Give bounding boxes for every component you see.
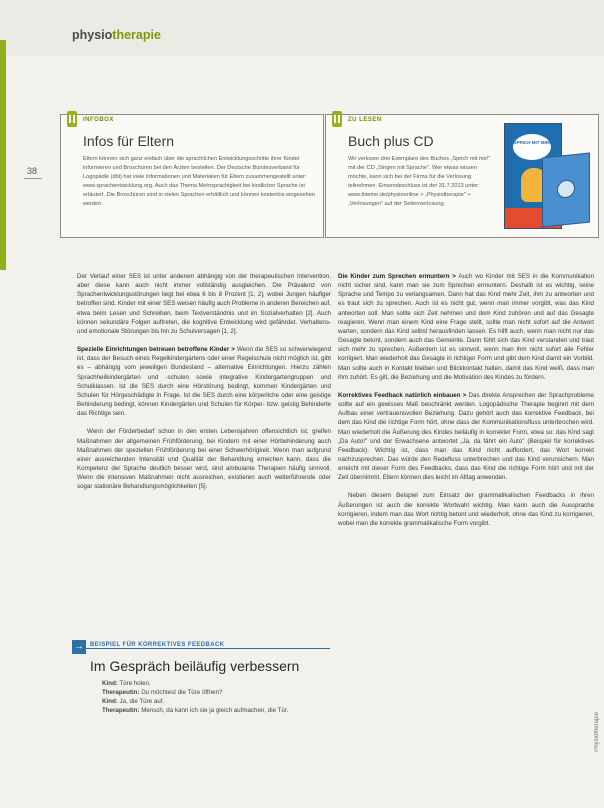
dialogue-line: Therapeutin: Mensch, da kann ich sie ja gleich aufmachen, die Tür. [102,707,289,714]
book-box-body: Wir verlosen drei Exemplare des Buches „Sprich mit mir!" mit der CD „Singen mit Sprache". Wer etwas wissen möchte, kann sich bei der Firma für die Verlosung teilnehmen. Einsendeschluss ist der 31.7.2013 unter: www.thieme.de/physioonline > „Physiotherapie" > „Verlosungen" auf der Seitenverlosung. [348,156,491,207]
info-icon [67,111,77,127]
article-paragraph: Der Verlauf einer SES ist unter anderem abhängig von der therapeutischen Intervention, aber diese kann auch nicht immer vollständig ausgleichen. Die Prävalenz von Sprachentwicklungsstörungen liegt bei etwa 6 bis 8 Prozent [1, 2], wobei Jungen häufiger betroffen sind. Kinder mit einer SES weisen häufig auch Probleme in anderen Bereichen auf, etwa beim Lesen und Schreiben, beim Textverständnis und im Sozialverhalten [2]. Auch können sekundäre Folgen auftreten, die kognitive Entwicklung wird gefährdet. Verhaltens- und emotionale Störungen bis hin zu Schulversagen [1, 2]. [77,273,331,335]
article-paragraph: Wenn der Förderbedarf schon in den ersten Lebensjahren offensichtlich ist, greifen Maßnahmen der allgemeinen Frühförderung, bei Kindern mit einer Hörbehinderung auch Maßnahmen der speziellen Frühförderung bei einer Schwerhörigkeit. Wenn man aufgrund einer ausreichenden Intensität und Qualität der Behandlung erreichen kann, dass die Kompetenz der Sprache deutlich besser wird, sind ambulante Therapien häufig sinnvoll. Wenn die intensiven Maßnahmen nicht ausreichen, existieren auch weiterführende oder sogar stationäre Behandlungsmöglichkeiten [5]. [77,428,331,491]
speaker-label: Therapeutin: [102,689,140,696]
book-icon [332,111,342,127]
paragraph-lead: Spezielle Einrichtungen betreuen betroffene Kinder > [77,346,235,354]
book-box [325,114,599,238]
article-paragraph: Die Kinder zum Sprechen ermuntern > Auch wo Kinder mit SES in die Kommunikation nicht sicher sind, kann man sie zum Sprechen ermuntern. Deshalb ist es wichtig, seine Sprache und Tempo zu verlangsamen. Dann hat das Kind mehr Zeit, ihm zu antworten und es traut sich zu sprechen. Auch ist es nicht gut, wenn man immer vorgibt, was das Kind antworten soll. Man sollte sich Zeit nehmen und dem Kind zuhören und auf das Gesagte reagieren. Wenn man einem Kind eine Frage stellt, sollte man nicht sofort auf die Antwort warten, sondern das Kind selbst herausfinden lassen. Es hilft auch, wenn man nicht nur das Gesagte betont, sondern auch das Gemeinte. Dann fühlt sich das Kind verstanden und traut sich mehr zu sprechen. Außerdem ist es sinnvoll, wenn man ihm nicht sofort alle Fehler korrigiert. Man wiederholt das Gesagte in richtiger Form und gibt dem Kind damit ein Vorbild. Man sollte auch in Kontakt bleiben und Blickkontakt halten, damit das Kind weiß, dass man ihm zuhört. Es gilt, die Beziehung und die Motivation des Kindes zu fördern. [338,273,594,381]
dialogue-lines [102,679,324,715]
speaker-label: Kind: [102,698,118,705]
paragraph-lead: Korrektives Feedback natürlich einbauen > [338,391,467,399]
page-number-rule [24,178,42,179]
side-tab-label: Physiotherapie [594,712,600,752]
title-accent: therapie [112,28,161,42]
article-paragraph: Spezielle Einrichtungen betreuen betroffene Kinder > Wenn die SES so schwerwiegend ist, dass der Besuch eines Regelkindergartens oder einer Regelschule nicht möglich ist, gibt es – abhängig vom jeweiligen Bundesland – alternative Einrichtungen. Hierzu zählen Sprachheilkindergärten und -schulen sowie integrative Kindergartengruppen und Schulklassen. Ist die SES durch eine Hörstörung bedingt, kommen Kindergärten und Schulen für Hörgeschädigte in Frage. Ist die SES durch eine körperliche oder eine geistige Behinderung bedingt, können Kindergärten und Schulen für Körper- bzw. geistig Behinderte das Richtige sein. [77,346,332,418]
article-column-left [77,272,331,500]
cover-title: SPRICH MIT MIR! [513,140,551,145]
info-box-title: Infos für Eltern [83,133,175,149]
example-kicker: BEISPIEL FÜR KORREKTIVES FEEDBACK [90,642,225,648]
cd-image [542,152,590,227]
info-box-kicker: INFOBOX [83,117,114,123]
dialogue-line: Therapeutin: Du möchtest die Türe öffnen? [102,689,223,696]
article-paragraph: Neben diesem Beispiel zum Einsatz der grammatikalischen Feedbacks in ihren Äußerungen ist auch die korrekte Wortwahl wichtig. Man kann auch die Aussprache korrigieren, indem man das Wort richtig betont und wiederholt, ohne das Kind zu korrigieren, wobei man die korrekte grammatikalische Form vorgibt. [338,492,594,527]
speaker-label: Therapeutin: [102,707,140,714]
arrow-right-icon: → [74,641,84,652]
title-prefix: physio [72,28,113,42]
magazine-title [72,28,161,42]
example-box [72,641,330,767]
dialogue-line: Kind: Ja, die Türe auf. [102,698,165,705]
article-paragraph: Korrektives Feedback natürlich einbauen > Das direkte Ansprechen der Sprachprobleme sollte auf ein gewisses Maß beschränkt werden. Logopädische Therapie beginnt mit dem Aufbau einer vertrauensvollen Beziehung. Dazu gehört auch das korrektive Feedback, bei dem das Kind die richtige Form hört, ohne dass der Kommunikationsfluss unterbrochen wird. Man wiederholt die Äußerung des Kindes beiläufig in korrekter Form, etwa so: das Kind sagt „Da Auto!" und der Erwachsene antwortet „Ja, da fährt ein Auto" (Beispiel für korrektives Feedback). Wichtig ist, dass man das Kind nicht auffordert, das Wort korrekt nachzusprechen. Das würde den Redefluss unterbrechen und das Kind verunsichern. Man erreicht mit dieser Form des Feedbacks, dass das Kind die richtige Form hört und mit der Zeit übernimmt. Eltern können dies leicht im Alltag anwenden. [338,391,594,482]
article-column-right [338,272,594,537]
green-margin-bar [0,40,6,270]
book-box-kicker: ZU LESEN [348,117,382,123]
page-number: 38 [27,166,38,176]
info-box-body: Eltern können sich ganz einfach über die sprachlichen Entwicklungsschritte ihrer Kinder informieren und Broschüren bei den Ärzten bestellen. Der Deutsche Bundesverband für Logopädie (dbl) hat viele Informationen und Materialien für Eltern zusammengestellt unter: www.sprachentwicklung.org. Auch das Thema Mehrsprachigkeit bei kindlicher Sprache ist erläutert. Die Broschüren sind in vielen Sprachen erhältlich und können kostenlos eingesehen werden. [83,156,315,207]
example-title: Im Gespräch beiläufig verbessern [90,658,300,674]
dialogue-line: Kind: Türe holen. [102,680,151,687]
cd-hole-icon [557,179,575,199]
speaker-label: Kind: [102,680,118,687]
paragraph-lead: Die Kinder zum Sprechen ermuntern > [338,273,456,280]
book-box-title: Buch plus CD [348,133,434,149]
info-box-parents [60,114,324,238]
